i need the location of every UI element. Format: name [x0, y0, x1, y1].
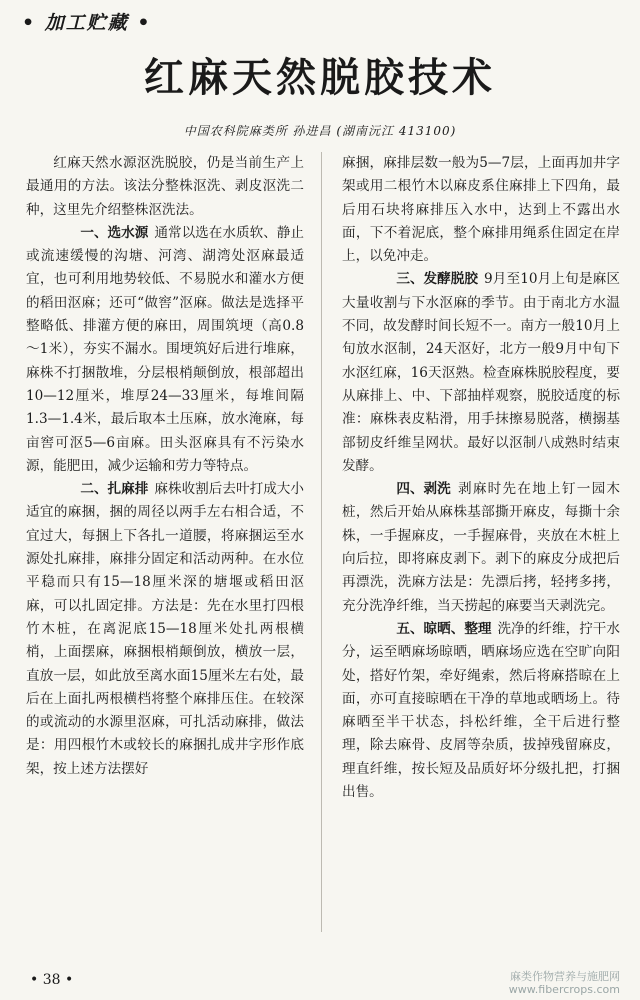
paragraph-text: 剥麻时先在地上钉一园木桩，然后开始从麻株基部撕开麻皮，每撕十余株，一手握麻皮，一手握麻骨，夹放在木桩上向后拉，即将麻皮剥下。剥下的麻皮分成把后再漂洗，洗麻方法是：先漂后拷，轻拷多拷，充分洗净纤维，当天捞起的麻要当天剥洗完。	[342, 481, 620, 614]
paragraph-text: 9月至10月上旬是麻区大量收割与下水沤麻的季节。由于南北方水温不同，故发酵时间长短不一。南方一般10月上旬放水沤制，24天沤好，北方一般9月中旬下水沤红麻，16天沤熟。检查麻株脱胶程度，要从麻排上、中、下部抽样观察，脱胶适度的标准：麻株表皮粘滑，用手抹擦易脱落，横搦基部韧皮纤维呈网状。最好以沤制八成熟时结束发酵。	[342, 271, 620, 474]
section-heading: 三、发酵脱胶	[396, 271, 478, 288]
paragraph	[342, 478, 620, 618]
watermark-url: www.fibercrops.com	[508, 983, 620, 996]
paragraph	[26, 152, 304, 222]
paragraph-text: 麻株收割后去叶打成大小适宜的麻捆，捆的周径以两手左右相合适，不宜过大，每捆上下各扎一道腰，将麻捆运至水源处扎麻排，麻排分固定和活动两种。在水位平稳而只有15—18厘米深的塘堰或稻田沤麻，可以扎固定排。方法是：先在水里打四根竹木桩，在离泥底15—18厘米处扎两根横梢，上面摆麻，麻捆根梢颠倒放，横放一层，直放一层，如此放至离水面15厘米左右处，最后在上面扎两根横档将整个麻排压住。在较深的或流动的水源里沤麻，可扎活动麻排，做法是：用四根竹木或较长的麻捆扎成井字形作底架，按上述方法摆好	[26, 481, 304, 777]
author-byline: 中国农科院麻类所 孙进昌 (湖南沅江 413100)	[183, 124, 457, 138]
paragraph-text: 红麻天然水源沤洗脱胶，仍是当前生产上最通用的方法。该法分整株沤洗、剥皮沤洗二种，这里先介绍整株沤洗法。	[26, 155, 304, 218]
section-heading: 二、扎麻排	[80, 481, 149, 498]
paragraph	[342, 152, 620, 268]
left-column	[26, 152, 304, 781]
paragraph-text: 洗净的纤维，拧干水分，运至晒麻场晾晒，晒麻场应选在空旷向阳处，搭好竹架，牵好绳索，然后将麻搭晾在上面，亦可直接晾晒在干净的草地或晒场上。待麻晒至半干状态，抖松纤维，全干后进行整理，除去麻骨、皮屑等杂质，拔掉残留麻皮，理直纤维，按长短及品质好坏分级扎把，打捆出售。	[342, 620, 620, 801]
paragraph	[342, 618, 620, 804]
column-divider	[321, 152, 322, 932]
right-column	[342, 152, 620, 804]
paragraph-text: 麻捆，麻排层数一般为5—7层，上面再加井字架或用二根竹木以麻皮系住麻排上下四角，最后用石块将麻排压入水中，达到上不露出水面，下不着泥底，整个麻排用绳系住固定在岸上，以免冲走。	[342, 155, 620, 265]
watermark-title: 麻类作物营养与施肥网	[510, 970, 620, 983]
page-number: • 38 •	[30, 972, 74, 988]
section-heading: 一、选水源	[80, 224, 149, 241]
paragraph	[26, 478, 304, 781]
paragraph-text: 通常以选在水质软、静止或流速缓慢的沟塘、河湾、湖湾处沤麻最适宜，也可利用地势较低、不易脱水和灌水方便的稻田沤麻；还可“做窖”沤麻。做法是选择平整略低、排灌方便的麻田，周围筑埂（高0.8～1米），夯实不漏水。围埂筑好后进行堆麻，麻株不打捆散堆，分层根梢颠倒放，根部超出10—12厘米，堆厚24—33厘米，每堆间隔1.3—1.4米，最后取本土压麻，放水淹麻，每亩窖可沤5—6亩麻。田头沤麻具有不污染水源，能肥田，减少运输和劳力等特点。	[26, 224, 304, 474]
article-title: 红麻天然脱胶技术	[144, 55, 496, 101]
section-heading: 五、晾晒、整理	[396, 620, 492, 637]
paragraph	[26, 222, 304, 478]
column-tag: • 加工贮藏 •	[22, 12, 152, 34]
section-heading: 四、剥洗	[396, 481, 451, 498]
paragraph	[342, 268, 620, 478]
